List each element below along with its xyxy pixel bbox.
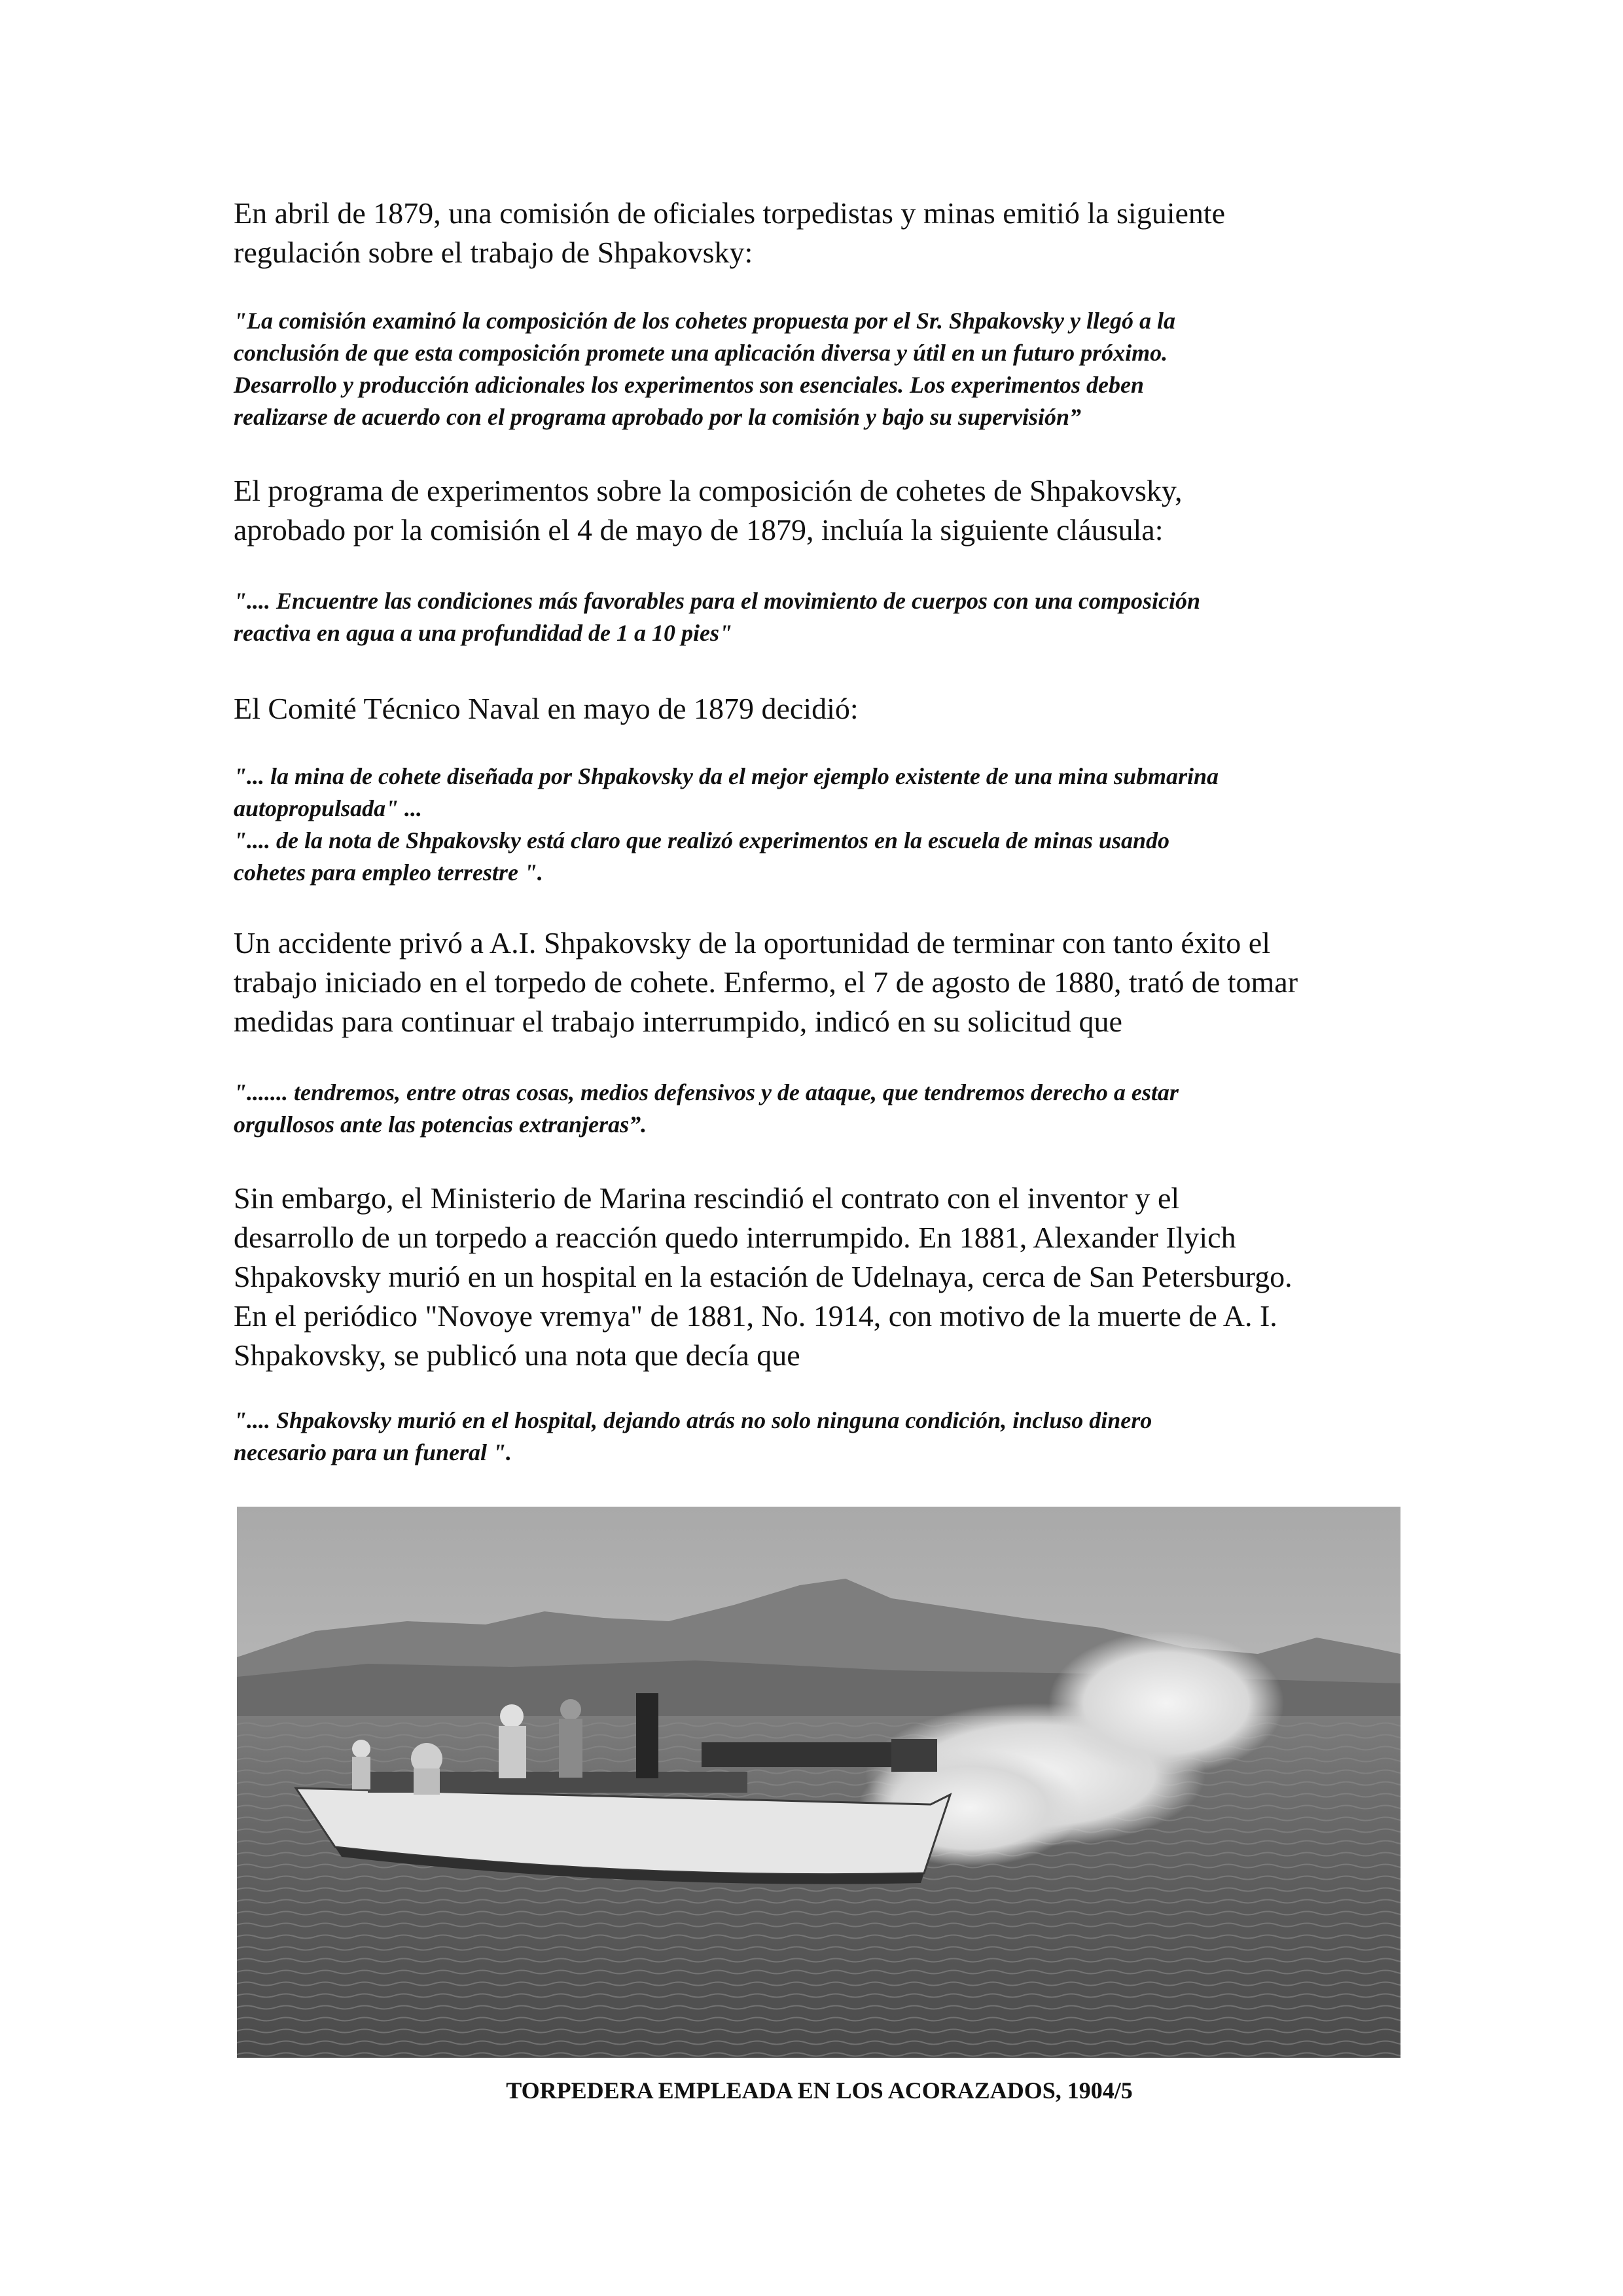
- paragraph-naval-committee: [234, 689, 1405, 728]
- quote-line: "... la mina de cohete diseñada por Shpakovsky da el mejor ejemplo existente de una mina submarina: [234, 763, 1219, 789]
- quote-line: Desarrollo y producción adicionales los experimentos son esenciales. Los experimentos deben: [234, 372, 1144, 398]
- text-line: trabajo iniciado en el torpedo de cohete. Enfermo, el 7 de agosto de 1880, trató de tomar: [234, 965, 1298, 999]
- paragraph-accident: [234, 924, 1405, 1041]
- text-line: El Comité Técnico Naval en mayo de 1879 decidió:: [234, 692, 859, 725]
- quote-line: orgullosos ante las potencias extranjeras”.: [234, 1111, 647, 1138]
- quote-line: ".... de la nota de Shpakovsky está claro que realizó experimentos en la escuela de minas usando: [234, 827, 1169, 853]
- quote-line: cohetes para empleo terrestre ".: [234, 859, 543, 886]
- quote-program-clause: [234, 585, 1405, 649]
- paragraph-commission-1879: [234, 194, 1405, 272]
- text-line: Sin embargo, el Ministerio de Marina rescindió el contrato con el inventor y el: [234, 1181, 1180, 1215]
- quote-line: conclusión de que esta composición promete una aplicación diversa y útil en un futuro próximo.: [234, 340, 1168, 366]
- torpedo-boat-photo: [237, 1507, 1400, 2058]
- quote-commission-conclusion: [234, 305, 1405, 433]
- quote-naval-committee: [234, 761, 1405, 889]
- quote-line: "La comisión examinó la composición de los cohetes propuesta por el Sr. Shpakovsky y llegó a la: [234, 308, 1175, 334]
- quote-request: [234, 1077, 1405, 1141]
- text-line: regulación sobre el trabajo de Shpakovsky:: [234, 236, 753, 269]
- quote-line: realizarse de acuerdo con el programa aprobado por la comisión y bajo su supervisión”: [234, 404, 1082, 430]
- text-line: Shpakovsky, se publicó una nota que decía que: [234, 1338, 800, 1372]
- photo-caption: TORPEDERA EMPLEADA EN LOS ACORAZADOS, 1904/5: [506, 2077, 1133, 2104]
- quote-line: ".... Shpakovsky murió en el hospital, dejando atrás no solo ninguna condición, incluso dinero: [234, 1407, 1152, 1433]
- text-line: Un accidente privó a A.I. Shpakovsky de la oportunidad de terminar con tanto éxito el: [234, 926, 1270, 960]
- torpedo-boat-illustration: [237, 1507, 1400, 2058]
- quote-line: autopropulsada" ...: [234, 795, 423, 821]
- quote-line: reactiva en agua a una profundidad de 1 a 10 pies": [234, 620, 733, 646]
- paragraph-experiment-program: [234, 471, 1405, 550]
- text-line: medidas para continuar el trabajo interrumpido, indicó en su solicitud que: [234, 1005, 1122, 1038]
- quote-line: necesario para un funeral ".: [234, 1439, 512, 1465]
- text-line: En abril de 1879, una comisión de oficiales torpedistas y minas emitió la siguiente: [234, 196, 1226, 230]
- text-line: aprobado por la comisión el 4 de mayo de 1879, incluía la siguiente cláusula:: [234, 513, 1164, 547]
- quote-line: ".... Encuentre las condiciones más favorables para el movimiento de cuerpos con una composición: [234, 588, 1200, 614]
- paragraph-ministry: [234, 1179, 1405, 1375]
- text-line: Shpakovsky murió en un hospital en la estación de Udelnaya, cerca de San Petersburgo.: [234, 1260, 1293, 1293]
- quote-newspaper: [234, 1405, 1405, 1469]
- text-line: El programa de experimentos sobre la composición de cohetes de Shpakovsky,: [234, 474, 1183, 507]
- text-line: En el periódico "Novoye vremya" de 1881, No. 1914, con motivo de la muerte de A. I.: [234, 1299, 1277, 1333]
- quote-line: "....... tendremos, entre otras cosas, medios defensivos y de ataque, que tendremos derecho a estar: [234, 1079, 1179, 1105]
- text-line: desarrollo de un torpedo a reacción quedo interrumpido. En 1881, Alexander Ilyich: [234, 1221, 1236, 1254]
